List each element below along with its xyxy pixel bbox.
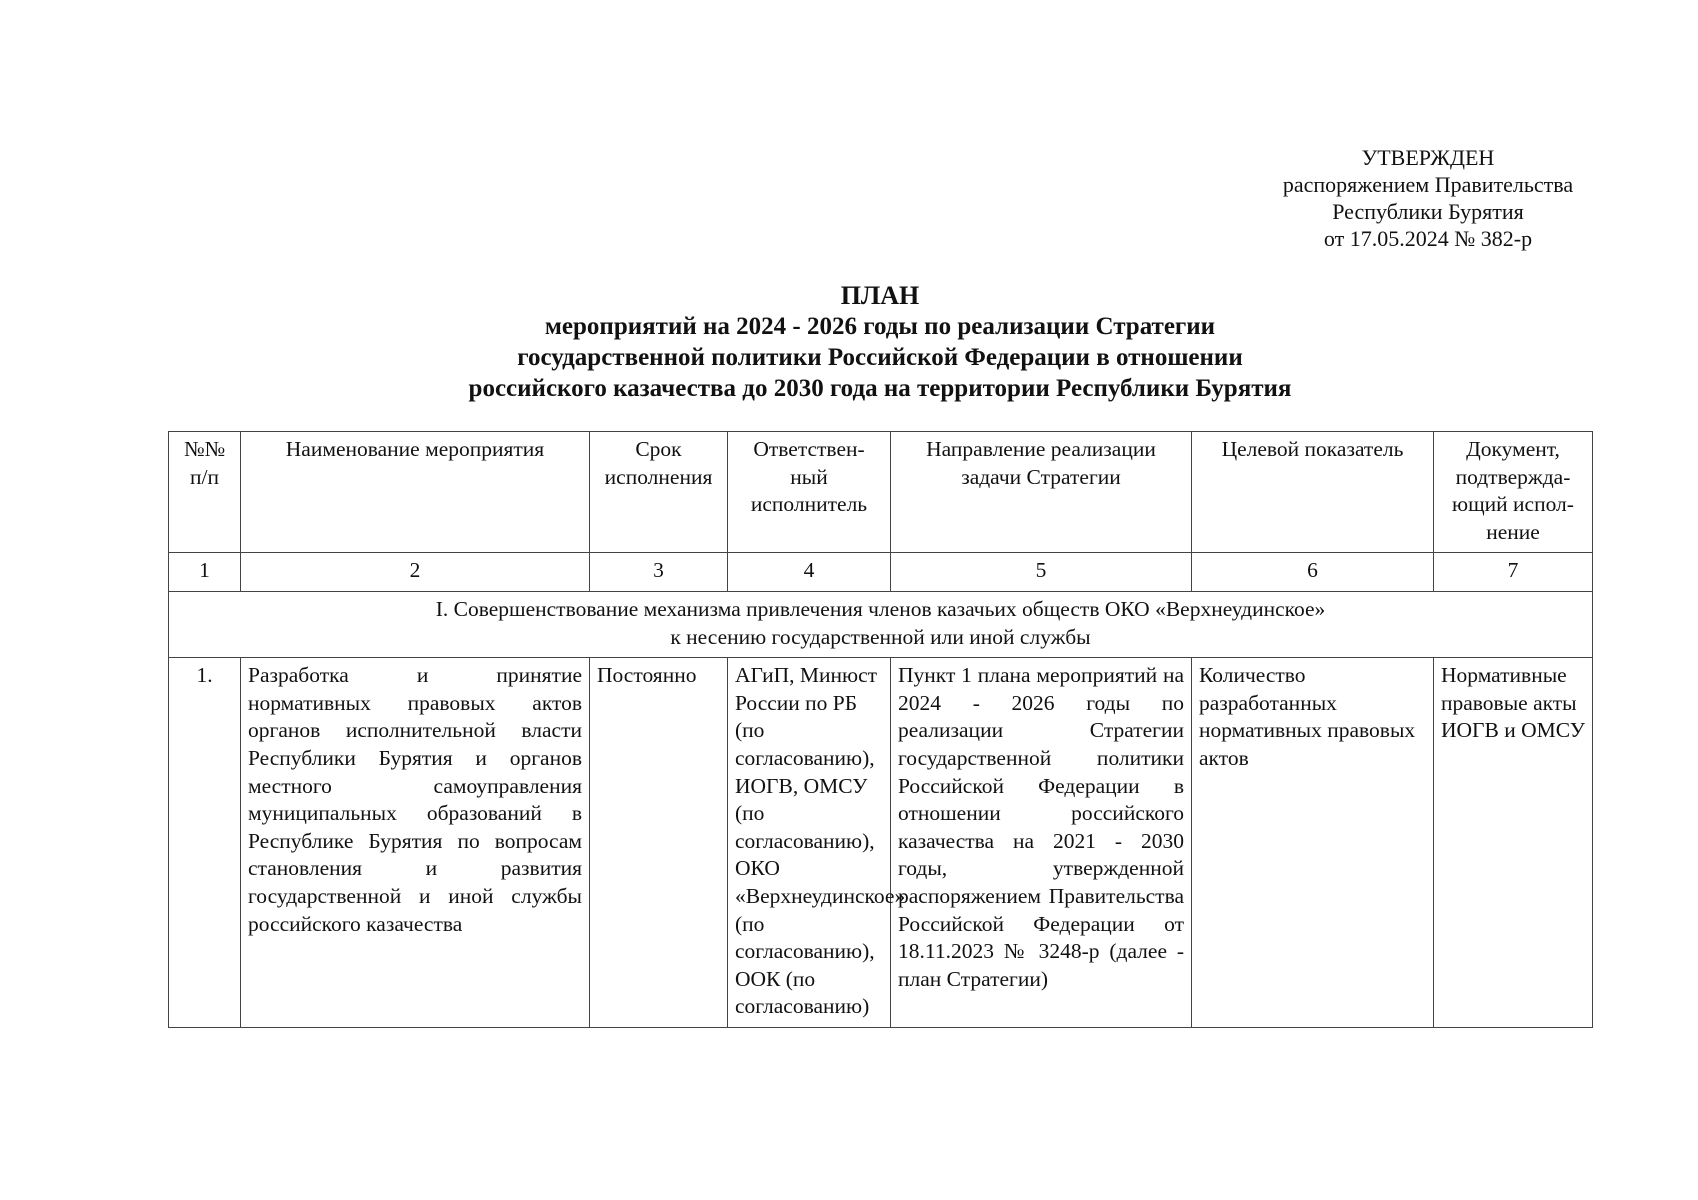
section-heading-line-2: к несению государственной или иной службы [670, 624, 1091, 649]
column-number: 4 [728, 553, 891, 592]
column-number-row [169, 553, 1593, 592]
column-number: 6 [1192, 553, 1434, 592]
title-line-2: государственной политики Российской Федерации в отношении [517, 344, 1243, 371]
column-number: 1 [169, 553, 241, 592]
header-num: №№ п/п [169, 432, 241, 553]
header-indicator: Целевой показатель [1192, 432, 1434, 553]
section-heading [169, 591, 1593, 657]
section-heading-line-1: I. Совершенствование механизма привлечения членов казачьих обществ ОКО «Верхнеудинское» [435, 596, 1326, 621]
approval-order: распоряжением Правительства [1282, 172, 1574, 197]
approval-title: УТВЕРЖДЕН [1361, 145, 1495, 170]
header-name: Наименование мероприятия [241, 432, 590, 553]
column-number: 2 [241, 553, 590, 592]
section-heading-row [169, 591, 1593, 657]
approval-stamp [1262, 144, 1594, 252]
title-main: ПЛАН [840, 281, 920, 310]
document-title [168, 280, 1592, 404]
approval-authority: Республики Бурятия [1332, 199, 1524, 224]
approval-date: от 17.05.2024 № 382-р [1323, 226, 1533, 251]
row-responsible: АГиП, Минюст России по РБ (по согласованию), ИОГВ, ОМСУ (по согласованию), ОКО «Верхнеудинское» (по согласованию), ООК (по согласованию) [728, 658, 891, 1028]
column-number: 5 [891, 553, 1192, 592]
column-number: 3 [590, 553, 728, 592]
title-line-3: российского казачества до 2030 года на территории Республики Бурятия [468, 375, 1292, 402]
row-term: Постоянно [590, 658, 728, 1028]
header-direction: Направление реализации задачи Стратегии [891, 432, 1192, 553]
row-activity-name: Разработка и принятие нормативных правовых актов органов исполнительной власти Республики Бурятия и органов местного самоуправления муниципальных образований в Республике Бурятия по вопросам становления и развития государственной и иной службы российского казачества [241, 658, 590, 1028]
header-responsible: Ответствен- ный исполнитель [728, 432, 891, 553]
row-number: 1. [169, 658, 241, 1028]
header-document: Документ, подтвержда- ющий испол- нение [1434, 432, 1593, 553]
header-term: Срок исполнения [590, 432, 728, 553]
row-direction: Пункт 1 плана мероприятий на 2024 - 2026 годы по реализации Стратегии государственной политики Российской Федерации в отношении российского казачества на 2021 - 2030 годы, утвержденной распоряжением Правительства Российской Федерации от 18.11.2023 № 3248-р (далее - план Стратегии) [891, 658, 1192, 1028]
table-row [169, 658, 1593, 1028]
plan-table [168, 431, 1593, 1028]
table-header-row [169, 432, 1593, 553]
row-indicator: Количество разработанных нормативных правовых актов [1192, 658, 1434, 1028]
title-line-1: мероприятий на 2024 - 2026 годы по реализации Стратегии [544, 313, 1216, 340]
column-number: 7 [1434, 553, 1593, 592]
row-document: Нормативные правовые акты ИОГВ и ОМСУ [1434, 658, 1593, 1028]
